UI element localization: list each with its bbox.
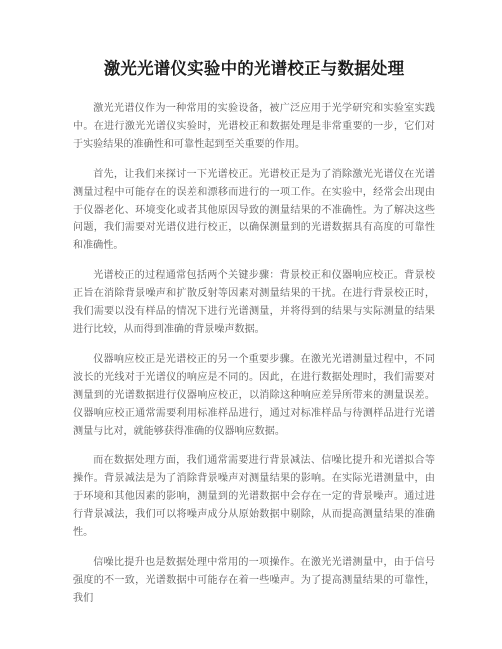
paragraph-4: 仪器响应校正是光谱校正的另一个重要步骤。在激光光谱测量过程中，不同波长的光线对于光谱仪的响应是不同的。因此，在进行数据处理时，我们需要对测量到的光谱数据进行仪器响应校正，以消除这种响应差异所带来的测量误差。仪器响应校正通常需要利用标准样品进行，通过对标准样品与待测样品进行光谱测量与比对，就能够获得准确的仪器响应数据。	[73, 353, 435, 437]
document-title: 激光光谱仪实验中的光谱校正与数据处理	[103, 59, 405, 78]
paragraph-5: 而在数据处理方面，我们通常需要进行背景减法、信噪比提升和光谱拟合等操作。背景减法是为了消除背景噪声对测量结果的影响。在实际光谱测量中，由于环境和其他因素的影响，测量到的光谱数据中会存在一定的背景噪声。通过进行背景减法，我们可以将噪声成分从原始数据中剔除，从而提高测量结果的准确性。	[73, 455, 435, 539]
document-body	[73, 100, 435, 608]
paragraph-3: 光谱校正的过程通常包括两个关键步骤：背景校正和仪器响应校正。背景校正旨在消除背景噪声和扩散反射等因素对测量结果的干扰。在进行背景校正时，我们需要以没有样品的情况下进行光谱测量，并将得到的结果与实际测量的结果进行比较，从而得到准确的背景噪声数据。	[73, 270, 435, 335]
paragraph-1: 激光光谱仪作为一种常用的实验设备，被广泛应用于光学研究和实验室实践中。在进行激光光谱仪实验时，光谱校正和数据处理是非常重要的一步，它们对于实验结果的准确性和可靠性起到至关重要的作用。	[73, 103, 435, 150]
paragraph-2: 首先，让我们来探讨一下光谱校正。光谱校正是为了消除激光光谱仪在光谱测量过程中可能存在的误差和漂移而进行的一项工作。在实验中，经常会出现由于仪器老化、环境变化或者其他原因导致的测量结果的不准确性。为了解决这些问题，我们需要对光谱仪进行校正，以确保测量到的光谱数据具有高度的可靠性和准确性。	[73, 168, 435, 252]
paragraph-6: 信噪比提升也是数据处理中常用的一项操作。在激光光谱测量中，由于信号强度的不一致，光谱数据中可能存在着一些噪声。为了提高测量结果的可靠性，我们	[73, 556, 435, 604]
